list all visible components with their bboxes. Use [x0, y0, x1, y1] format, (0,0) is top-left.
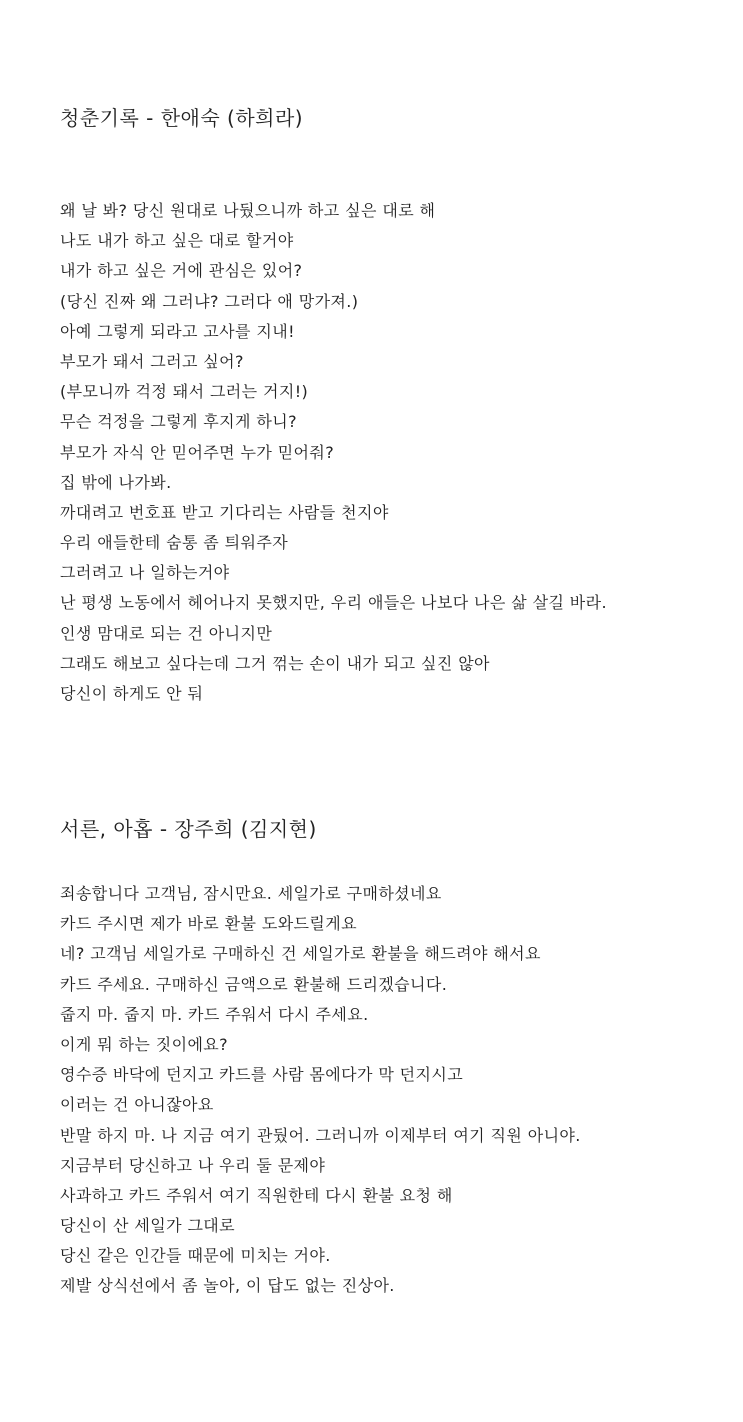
section-thirty-nine: [60, 814, 730, 1302]
script-line: 그래도 해보고 싶다는데 그거 꺾는 손이 내가 되고 싶진 않아: [60, 653, 490, 673]
script-line: 내가 하고 싶은 거에 관심은 있어?: [60, 261, 303, 281]
script-line: 무슨 걱정을 그렇게 후지게 하니?: [60, 412, 297, 432]
script-line: 제발 상식선에서 좀 놀아, 이 답도 없는 진상아.: [60, 1276, 395, 1296]
script-line: 당신 같은 인간들 때문에 미치는 거야.: [60, 1246, 331, 1266]
script-line: 줍지 마. 줍지 마. 카드 주워서 다시 주세요.: [60, 1004, 369, 1024]
script-line: 당신이 산 세일가 그대로: [60, 1216, 236, 1236]
script-line: (부모니까 걱정 돼서 그러는 거지!): [60, 382, 309, 402]
script-line: 왜 날 봐? 당신 원대로 나뒀으니까 하고 싶은 대로 해: [60, 201, 436, 220]
script-line: 부모가 자식 안 믿어주면 누가 믿어줘?: [60, 442, 335, 462]
script-line: 인생 맘대로 되는 건 아니지만: [60, 623, 273, 643]
script-line: 죄송합니다 고객님, 잠시만요. 세일가로 구매하셨네요: [60, 884, 442, 903]
script-line: 영수증 바닥에 던지고 카드를 사람 몸에다가 막 던지시고: [60, 1065, 464, 1085]
script-line: 우리 애들한테 숨통 좀 틔워주자: [60, 533, 289, 553]
script-line: 까대려고 번호표 받고 기다리는 사람들 천지야: [60, 502, 389, 522]
section-title: 서른, 아홉 - 장주희 (김지현): [60, 817, 317, 841]
script-line: 집 밖에 나가봐.: [60, 472, 172, 492]
script-lines: [60, 196, 730, 709]
section-cheongchun-girok: [60, 103, 730, 709]
script-line: 아예 그렇게 되라고 고사를 지내!: [60, 321, 295, 341]
script-line: 카드 주세요. 구매하신 금액으로 환불해 드리겠습니다.: [60, 974, 448, 994]
script-line: 나도 내가 하고 싶은 대로 할거야: [60, 231, 294, 251]
script-line: 이게 뭐 하는 짓이에요?: [60, 1034, 229, 1054]
script-line: 난 평생 노동에서 헤어나지 못했지만, 우리 애들은 나보다 나은 삶 살길 바라.: [60, 593, 607, 613]
script-line: 그러려고 나 일하는거야: [60, 563, 230, 583]
section-title: 청춘기록 - 한애숙 (하희라): [60, 106, 304, 130]
script-line: 카드 주시면 제가 바로 환불 도와드릴게요: [60, 914, 357, 934]
script-line: 반말 하지 마. 나 지금 여기 관뒀어. 그러니까 이제부터 여기 직원 아니야.: [60, 1125, 581, 1145]
script-line: 지금부터 당신하고 나 우리 둘 문제야: [60, 1155, 326, 1175]
script-line: 부모가 돼서 그러고 싶어?: [60, 351, 244, 371]
script-line: 네? 고객님 세일가로 구매하신 건 세일가로 환불을 해드려야 해서요: [60, 944, 541, 964]
script-line: (당신 진짜 왜 그러냐? 그러다 애 망가져.): [60, 291, 359, 311]
script-line: 이러는 건 아니잖아요: [60, 1095, 214, 1115]
script-lines: [60, 879, 730, 1302]
script-line: 당신이 하게도 안 둬: [60, 684, 204, 703]
script-line: 사과하고 카드 주워서 여기 직원한테 다시 환불 요청 해: [60, 1185, 453, 1205]
